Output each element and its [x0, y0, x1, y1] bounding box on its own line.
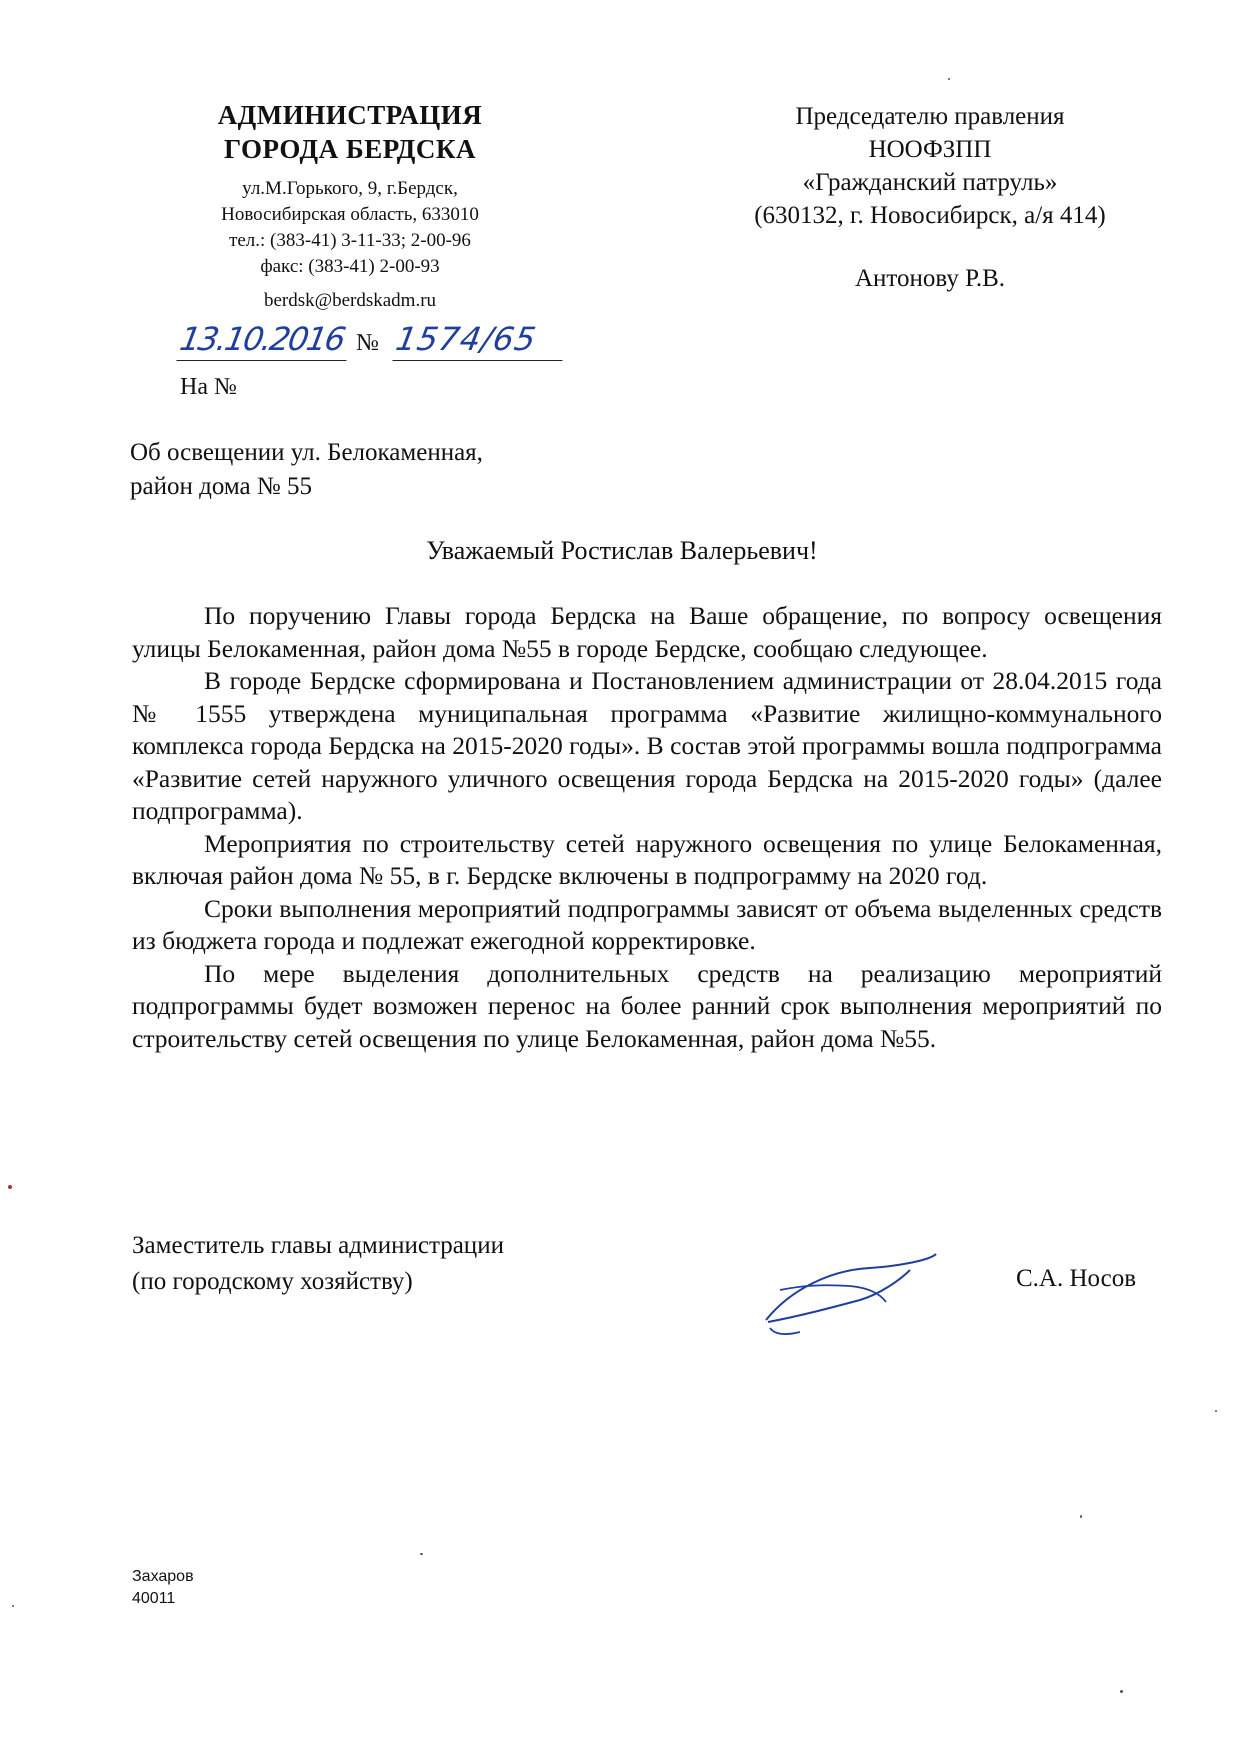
- signatory-title-line1: Заместитель главы администрации: [132, 1232, 504, 1259]
- executor-name: Захаров: [132, 1568, 194, 1585]
- recipient-line4: (630132, г. Новосибирск, а/я 414): [754, 202, 1106, 229]
- body-paragraph-2: В городе Бердске сформирована и Постановлением администрации от 28.04.2015 года № 1555 утверждена муниципальная программа «Развитие жилищно-коммунального комплекса города Бердска на 2015-2020 годы». В состав этой программы вошла подпрограмма «Развитие сетей наружного уличного освещения города Бердска на 2015-2020 годы» (далее подпрограмма).: [132, 666, 1162, 825]
- scan-speck: [1080, 1515, 1082, 1518]
- executor-phone: 40011: [132, 1590, 176, 1607]
- sender-org-line1: АДМИНИСТРАЦИЯ: [217, 100, 483, 130]
- executor-block: [132, 1566, 194, 1610]
- scan-speck: [948, 78, 950, 80]
- letter-body: [132, 600, 1162, 1055]
- body-paragraph-1: По поручению Главы города Бердска на Ваше обращение, по вопросу освещения улицы Белокаменная, район дома №55 в городе Бердске, сообщаю следующее.: [132, 601, 1162, 663]
- recipient-line2: НООФЗПП: [868, 136, 992, 163]
- recipient-block: [660, 100, 1200, 295]
- signatory-title: [132, 1228, 504, 1300]
- sender-address-line1: ул.М.Горького, 9, г.Бердск,: [242, 178, 458, 199]
- sender-address-line2: Новосибирская область, 633010: [221, 204, 479, 225]
- body-paragraph-3: Мероприятия по строительству сетей наружного освещения по улице Белокаменная, включая район дома № 55, в г. Бердске включены в подпрограмму на 2020 год.: [132, 828, 1162, 890]
- body-paragraph-5: По мере выделения дополнительных средств на реализацию мероприятий подпрограммы будет возможен перенос на более ранний срок выполнения мероприятий по строительству сетей освещения по улице Белокаменная, район дома №55.: [132, 958, 1162, 1053]
- signatory-name: С.А. Носов: [1016, 1265, 1137, 1292]
- registration-number-label: №: [356, 330, 379, 356]
- salutation: Уважаемый Ростислав Валерьевич!: [426, 536, 818, 565]
- scan-speck: [420, 1553, 423, 1555]
- scan-speck: [8, 1185, 12, 1189]
- registration-line: [176, 320, 600, 364]
- sender-email: berdsk@berdskadm.ru: [263, 290, 437, 311]
- in-reply-label: На №: [180, 374, 237, 400]
- scan-speck: [1215, 1410, 1217, 1412]
- subject-block: [130, 436, 483, 504]
- handwritten-signature-icon: [760, 1250, 940, 1340]
- registration-date: 13.10.2016: [176, 320, 353, 361]
- scan-speck: [12, 1605, 14, 1607]
- scan-speck: [1120, 1690, 1123, 1693]
- sender-org-line2: ГОРОДА БЕРДСКА: [224, 134, 476, 164]
- sender-block: [160, 98, 540, 314]
- recipient-line1: Председателю правления: [795, 103, 1065, 130]
- subject-line1: Об освещении ул. Белокаменная,: [130, 439, 483, 466]
- registration-number: 1574/65: [392, 320, 569, 361]
- recipient-line3: «Гражданский патруль»: [802, 169, 1058, 196]
- subject-line2: район дома № 55: [130, 473, 312, 500]
- recipient-name: Антонову Р.В.: [854, 265, 1006, 292]
- body-paragraph-4: Сроки выполнения мероприятий подпрограммы зависят от объема выделенных средств из бюджета города и подлежат ежегодной корректировке.: [132, 893, 1162, 955]
- signatory-title-line2: (по городскому хозяйству): [132, 1268, 413, 1295]
- sender-fax: факс: (383-41) 2-00-93: [260, 256, 440, 277]
- sender-phone: тел.: (383-41) 3-11-33; 2-00-96: [229, 230, 471, 251]
